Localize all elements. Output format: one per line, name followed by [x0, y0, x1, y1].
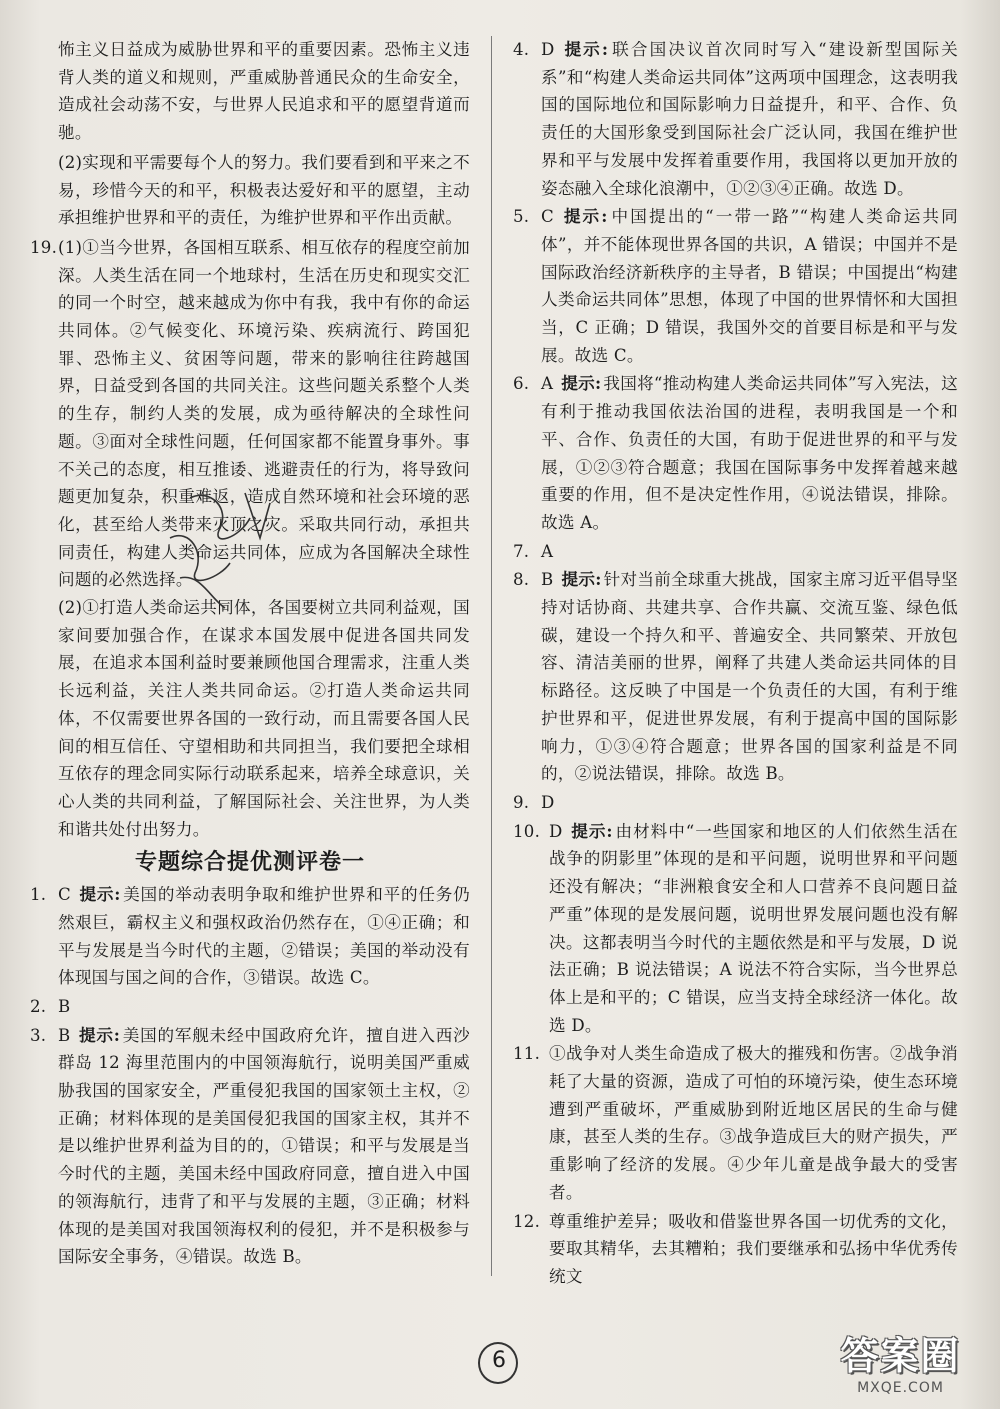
answer-choice: A	[541, 374, 554, 394]
answer-choice: D	[549, 821, 563, 841]
answer-choice: D	[541, 792, 555, 812]
answer-item	[513, 818, 958, 1040]
item-number: 6.	[513, 374, 530, 394]
answer-text: ①战争对人类生命造成了极大的摧残和伤害。②战争消耗了大量的资源，造成了可怕的环境污染，使生态环境遭到严重破坏，严重威胁到附近地区居民的生命与健康，甚至人类的生存。③战争造成巨大的财产损失，严重影响了经济的发展。④少年儿童是战争最大的受害者。	[549, 1044, 958, 1202]
question-number: 19.	[30, 237, 58, 257]
hint-label: 提示:	[78, 1024, 121, 1045]
answer-item	[30, 881, 470, 992]
hint-label: 提示:	[570, 820, 613, 841]
hint-label: 提示:	[561, 206, 608, 227]
item-number: 1.	[30, 885, 47, 905]
answer-choice: A	[541, 541, 554, 561]
item-number: 5.	[513, 207, 530, 227]
answer-item	[513, 36, 958, 202]
item-number: 10.	[513, 821, 541, 841]
hint-text: 由材料中“一些国家和地区的人们依然生活在战争的阴影里”体现的是和平问题，说明世界和平问题还没有解决；“非洲粮食安全和人口营养不良问题日益严重”体现的是发展问题，说明世界发展问题也没有解决。这都表明当今时代的主题依然是和平与发展，D 说法正确；B 说法错误；A 说法不符合实际，当今世界总体上是和平的；C 错误，应当支持全球经济一体化。故选 D。	[549, 821, 958, 1035]
answer-text: 尊重维护差异；吸收和借鉴世界各国一切优秀的文化，要取其精华，去其糟粕；我们要继承和弘扬中华优秀传统文	[549, 1211, 958, 1286]
answer-item	[30, 1022, 470, 1271]
item-number: 11.	[513, 1044, 541, 1064]
continued-paragraph: 怖主义日益成为威胁世界和平的重要因素。恐怖主义违背人类的道义和规则，严重威胁普通民众的生命安全，造成社会动荡不安，与世界人民追求和平的愿望背道而驰。	[58, 40, 470, 143]
right-column	[513, 36, 958, 1292]
hint-text: 我国将“推动构建人类命运共同体”写入宪法，这有利于推动我国依法治国的进程，表明我国是一个和平、合作、负责任的大国，有助于促进世界的和平与发展，①②③符合题意；我国在国际事务中发挥着越来越重要的作用，但不是决定性作用，④说法错误，排除。故选 A。	[541, 374, 958, 532]
answer-item	[513, 538, 958, 566]
hint-text: 美国的举动表明争取和维护世界和平的任务仍然艰巨，霸权主义和强权政治仍然存在，①④正确；和平与发展是当今时代的主题，②错误；美国的举动没有体现国与国之间的合作，③错误。故选 C。	[58, 885, 470, 988]
item-number: 8.	[513, 570, 530, 590]
item-number: 4.	[513, 40, 530, 59]
watermark-logo	[813, 1325, 988, 1395]
watermark-site-text: MXQE.COM	[857, 1380, 944, 1396]
hint-label: 提示:	[78, 884, 121, 905]
hint-label: 提示:	[562, 39, 609, 59]
answer-choice: D	[541, 40, 555, 59]
hint-text: 中国提出的“一带一路”“构建人类命运共同体”，并不能体现世界各国的共识，A 错误；中国并不是国际政治经济新秩序的主导者，B 错误；中国提出“构建人类命运共同体”思想，体现了中国的世界情怀和大国担当，C 正确；D 错误，我国外交的首要目标是和平与发展。故选 C。	[541, 207, 958, 365]
left-column	[30, 36, 470, 1272]
watermark-logo-text: 答案圈	[840, 1334, 961, 1378]
page-number: 6	[476, 1338, 522, 1384]
item-number: 9.	[513, 792, 530, 812]
answer-item	[513, 1208, 958, 1291]
answer-item	[30, 993, 470, 1021]
hint-text: 美国的军舰未经中国政府允许，擅自进入西沙群岛 12 海里范围内的中国领海航行，说明美国严重威胁我国的国家安全，严重侵犯我国的国家领土主权，②正确；材料体现的是美国侵犯我国的国家主权，其并不是以维护世界利益为目的的，①错误；和平与发展是当今时代的主题，美国未经中国政府同意，擅自进入中国的领海航行，违背了和平与发展的主题，③正确；材料体现的是美国对我国领海权利的侵犯，并不是积极参与国际安全事务，④错误。故选 B。	[58, 1025, 470, 1267]
section-title: 专题综合提优测评卷一	[134, 850, 365, 876]
answer-part-1: (1)①当今世界，各国相互联系、相互依存的程度空前加深。人类生活在同一个地球村，生活在历史和现实交汇的同一个时空，越来越成为你中有我，我中有你的命运共同体。②气候变化、环境污染、疾病流行、跨国犯罪、恐怖主义、贫困等问题，带来的影响往往跨越国界，日益受到各国的共同关注。这些问题关系整个人类的生存，制约人类的发展，成为亟待解决的全球性问题。③面对全球性问题，任何国家都不能置身事外。事不关己的态度，相互推诿、逃避责任的行为，将导致问题更加复杂，积重难返，造成自然环境和社会环境的恶化，甚至给人类带来灭顶之灾。采取共同行动，承担共同责任，构建人类命运共同体，应成为各国解决全球性问题的必然选择。	[58, 237, 470, 590]
answer-item	[513, 566, 958, 788]
answer-choice: B	[58, 1025, 71, 1045]
hint-text: 针对当前全球重大挑战，国家主席习近平倡导坚持对话协商、共建共享、合作共赢、交流互鉴、绿色低碳，建设一个持久和平、普遍安全、共同繁荣、开放包容、清洁美丽的世界，阐释了共建人类命运共同体的目标路径。这反映了中国是一个负责任的大国，有利于维护世界和平，促进世界发展，有利于提高中国的国际影响力，①③④符合题意；世界各国的国家利益是不同的，②说法错误，排除。故选 B。	[541, 570, 958, 784]
answer-item	[513, 789, 958, 817]
answer-choice: C	[541, 207, 554, 227]
item-number: 3.	[30, 1025, 47, 1045]
hint-label: 提示:	[561, 373, 602, 394]
answer-choice: B	[58, 996, 71, 1016]
answer-choice: B	[541, 570, 554, 590]
answer-item	[513, 203, 958, 369]
item-number: 2.	[30, 996, 47, 1016]
continued-paragraph: (2)实现和平需要每个人的努力。我们要看到和平来之不易，珍惜今天的和平，积极表达爱好和平的愿望，主动承担维护世界和平的责任，为维护世界和平作出贡献。	[58, 152, 470, 228]
item-number: 12.	[513, 1211, 541, 1231]
pen-scribble-marks	[150, 478, 300, 618]
item-number: 7.	[513, 541, 530, 561]
hint-text: 联合国决议首次同时写入“建设新型国际关系”和“构建人类命运共同体”这两项中国理念，这表明我国的国际地位和国际影响力日益提升，和平、合作、负责任的大国形象受到国际社会广泛认同，我国在维护世界和平与发展中发挥着重要作用，我国将以更加开放的姿态融入全球化浪潮中，①②③④正确。故选 D。	[541, 40, 958, 198]
answer-item	[513, 1040, 958, 1206]
answer-choice: C	[58, 885, 71, 905]
column-divider	[491, 36, 492, 1276]
answer-part-2: (2)①打造人类命运共同体，各国要树立共同利益观，国家间要加强合作，在谋求本国发展中促进各国共同发展，在追求本国利益时要兼顾他国合理需求，注重人类长远利益，关注人类共同命运。②打造人类命运共同体，不仅需要世界各国的一致行动，而且需要各国人民间的相互信任、守望相助和共同担当，我们要把全球相互依存的理念同实际行动联系起来，培养全球意识，关心人类的共同利益，了解国际社会、关注世界，为人类和谐共处付出努力。	[58, 598, 470, 839]
hint-label: 提示:	[561, 569, 602, 590]
answer-item	[513, 370, 958, 536]
